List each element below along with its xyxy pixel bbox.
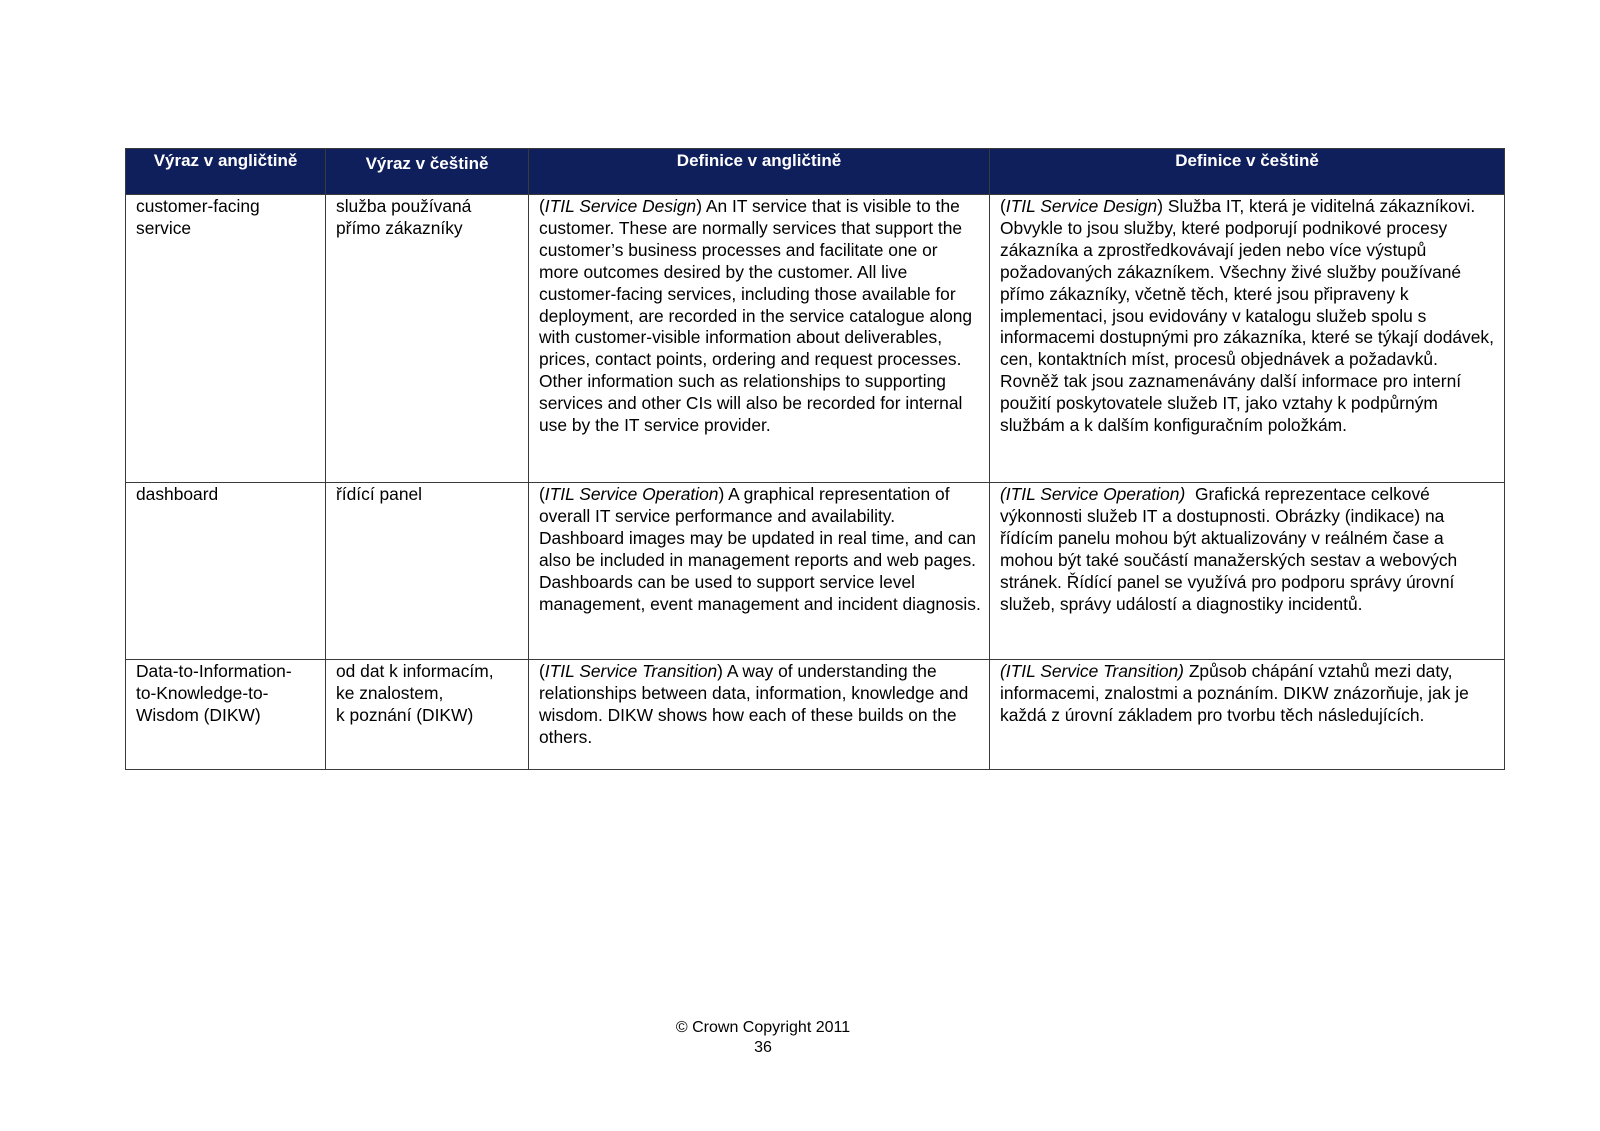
term-cs-cell: od dat k informacím, ke znalostem, k poznání (DIKW) (326, 660, 529, 770)
definition-en-cell: (ITIL Service Operation) A graphical representation of overall IT service performance and availability. Dashboard images may be updated in real time, and can also be included in management reports and web pages. Dashboards can be used to support service level management, event management and incident diagnosis. (529, 483, 990, 660)
definition-cs-cell: (ITIL Service Operation) Grafická reprezentace celkové výkonnosti služeb IT a dostupnosti. Obrázky (indikace) na řídícím panelu mohou být aktualizovány v reálném čase a mohou být také součástí manažerských sestav a webových stránek. Řídící panel se využívá pro podporu správy úrovní služeb, správy událostí a diagnostiky incidentů. (990, 483, 1505, 660)
glossary-table (125, 148, 1505, 770)
definition-source: ITIL Service Operation (1005, 484, 1180, 504)
term-cs-cell: služba používaná přímo zákazníky (326, 195, 529, 483)
definition-cs-cell: (ITIL Service Transition) Způsob chápání vztahů mezi daty, informacemi, znalostmi a poznáním. DIKW znázorňuje, jak je každá z úrovní základem pro tvorbu těch následujících. (990, 660, 1505, 770)
definition-text: Grafická reprezentace celkové výkonnosti služeb IT a dostupnosti. Obrázky (indikace) na řídícím panelu mohou být aktualizovány v reálném čase a mohou být také součástí manažerských sestav a webových stránek. Řídící panel se využívá pro podporu správy úrovní služeb, správy událostí a diagnostiky incidentů. (1000, 484, 1458, 614)
definition-source: ITIL Service Design (1005, 196, 1158, 216)
header-term-en: Výraz v angličtině (126, 149, 326, 195)
table-header (126, 149, 1505, 195)
definition-source: ITIL Service Transition (1005, 661, 1179, 681)
term-en-cell: Data-to-Information- to-Knowledge-to- Wisdom (DIKW) (126, 660, 326, 770)
table-row (126, 660, 1505, 770)
definition-text: An IT service that is visible to the customer. These are normally services that support the customer’s business processes and facilitate one or more outcomes desired by the customer. All live customer-facing services, including those available for deployment, are recorded in the service catalogue along with customer-visible information about deliverables, prices, contact points, ordering and request processes. Other information such as relationships to supporting services and other CIs will also be recorded for internal use by the IT service provider. (539, 196, 973, 436)
definition-en-cell: (ITIL Service Transition) A way of understanding the relationships between data, information, knowledge and wisdom. DIKW shows how each of these builds on the others. (529, 660, 990, 770)
definition-text: A graphical representation of overall IT service performance and availability. Dashboard images may be updated in real time, and can also be included in management reports and web pages. Dashboards can be used to support service level management, event management and incident diagnosis. (539, 484, 981, 614)
table-body (126, 195, 1505, 770)
definition-text: Způsob chápání vztahů mezi daty, informacemi, znalostmi a poznáním. DIKW znázorňuje, jak je každá z úrovní základem pro tvorbu těch následujících. (1000, 661, 1469, 725)
footer-copyright: © Crown Copyright 2011 (675, 1019, 851, 1036)
definition-source: ITIL Service Design (544, 196, 697, 216)
definition-en-cell: (ITIL Service Design) An IT service that is visible to the customer. These are normally services that support the customer’s business processes and facilitate one or more outcomes desired by the customer. All live customer-facing services, including those available for deployment, are recorded in the service catalogue along with customer-visible information about deliverables, prices, contact points, ordering and request processes. Other information such as relationships to supporting services and other CIs will also be recorded for internal use by the IT service provider. (529, 195, 990, 483)
term-en-cell: dashboard (126, 483, 326, 660)
definition-source: ITIL Service Operation (544, 484, 719, 504)
page-number: 36 (754, 1039, 772, 1056)
header-row (126, 149, 1505, 195)
term-en-cell: customer-facing service (126, 195, 326, 483)
definition-text: Služba IT, která je viditelná zákazníkovi. Obvykle to jsou služby, které podporují podnikové procesy zákazníka a zprostředkovávají jeden nebo více výstupů požadovaných zákazníkem. Všechny živé služby používané přímo zákazníky, včetně těch, které jsou připraveny k implementaci, jsou evidovány v katalogu služeb spolu s informacemi dostupnými pro zákazníka, které se týkají dodávek, cen, kontaktních míst, procesů objednávek a požadavků. Rovněž tak jsou zaznamenávány další informace pro interní použití poskytovatele služeb IT, jako vztahy k podpůrným službám a k dalším konfiguračním položkám. (1000, 196, 1494, 436)
term-cs-cell: řídící panel (326, 483, 529, 660)
table-row (126, 195, 1505, 483)
definition-source: ITIL Service Transition (544, 661, 718, 681)
header-definition-cs: Definice v češtině (990, 149, 1505, 195)
table-row (126, 483, 1505, 660)
definition-text: A way of understanding the relationships between data, information, knowledge and wisdom. DIKW shows how each of these builds on the others. (539, 661, 969, 747)
header-term-cs: Výraz v češtině (326, 149, 529, 195)
definition-cs-cell: (ITIL Service Design) Služba IT, která je viditelná zákazníkovi. Obvykle to jsou služby, které podporují podnikové procesy zákazníka a zprostředkovávají jeden nebo více výstupů požadovaných zákazníkem. Všechny živé služby používané přímo zákazníky, včetně těch, které jsou připraveny k implementaci, jsou evidovány v katalogu služeb spolu s informacemi dostupnými pro zákazníka, které se týkají dodávek, cen, kontaktních míst, procesů objednávek a požadavků. Rovněž tak jsou zaznamenávány další informace pro interní použití poskytovatele služeb IT, jako vztahy k podpůrným službám a k dalším konfiguračním položkám. (990, 195, 1505, 483)
header-definition-en: Definice v angličtině (529, 149, 990, 195)
